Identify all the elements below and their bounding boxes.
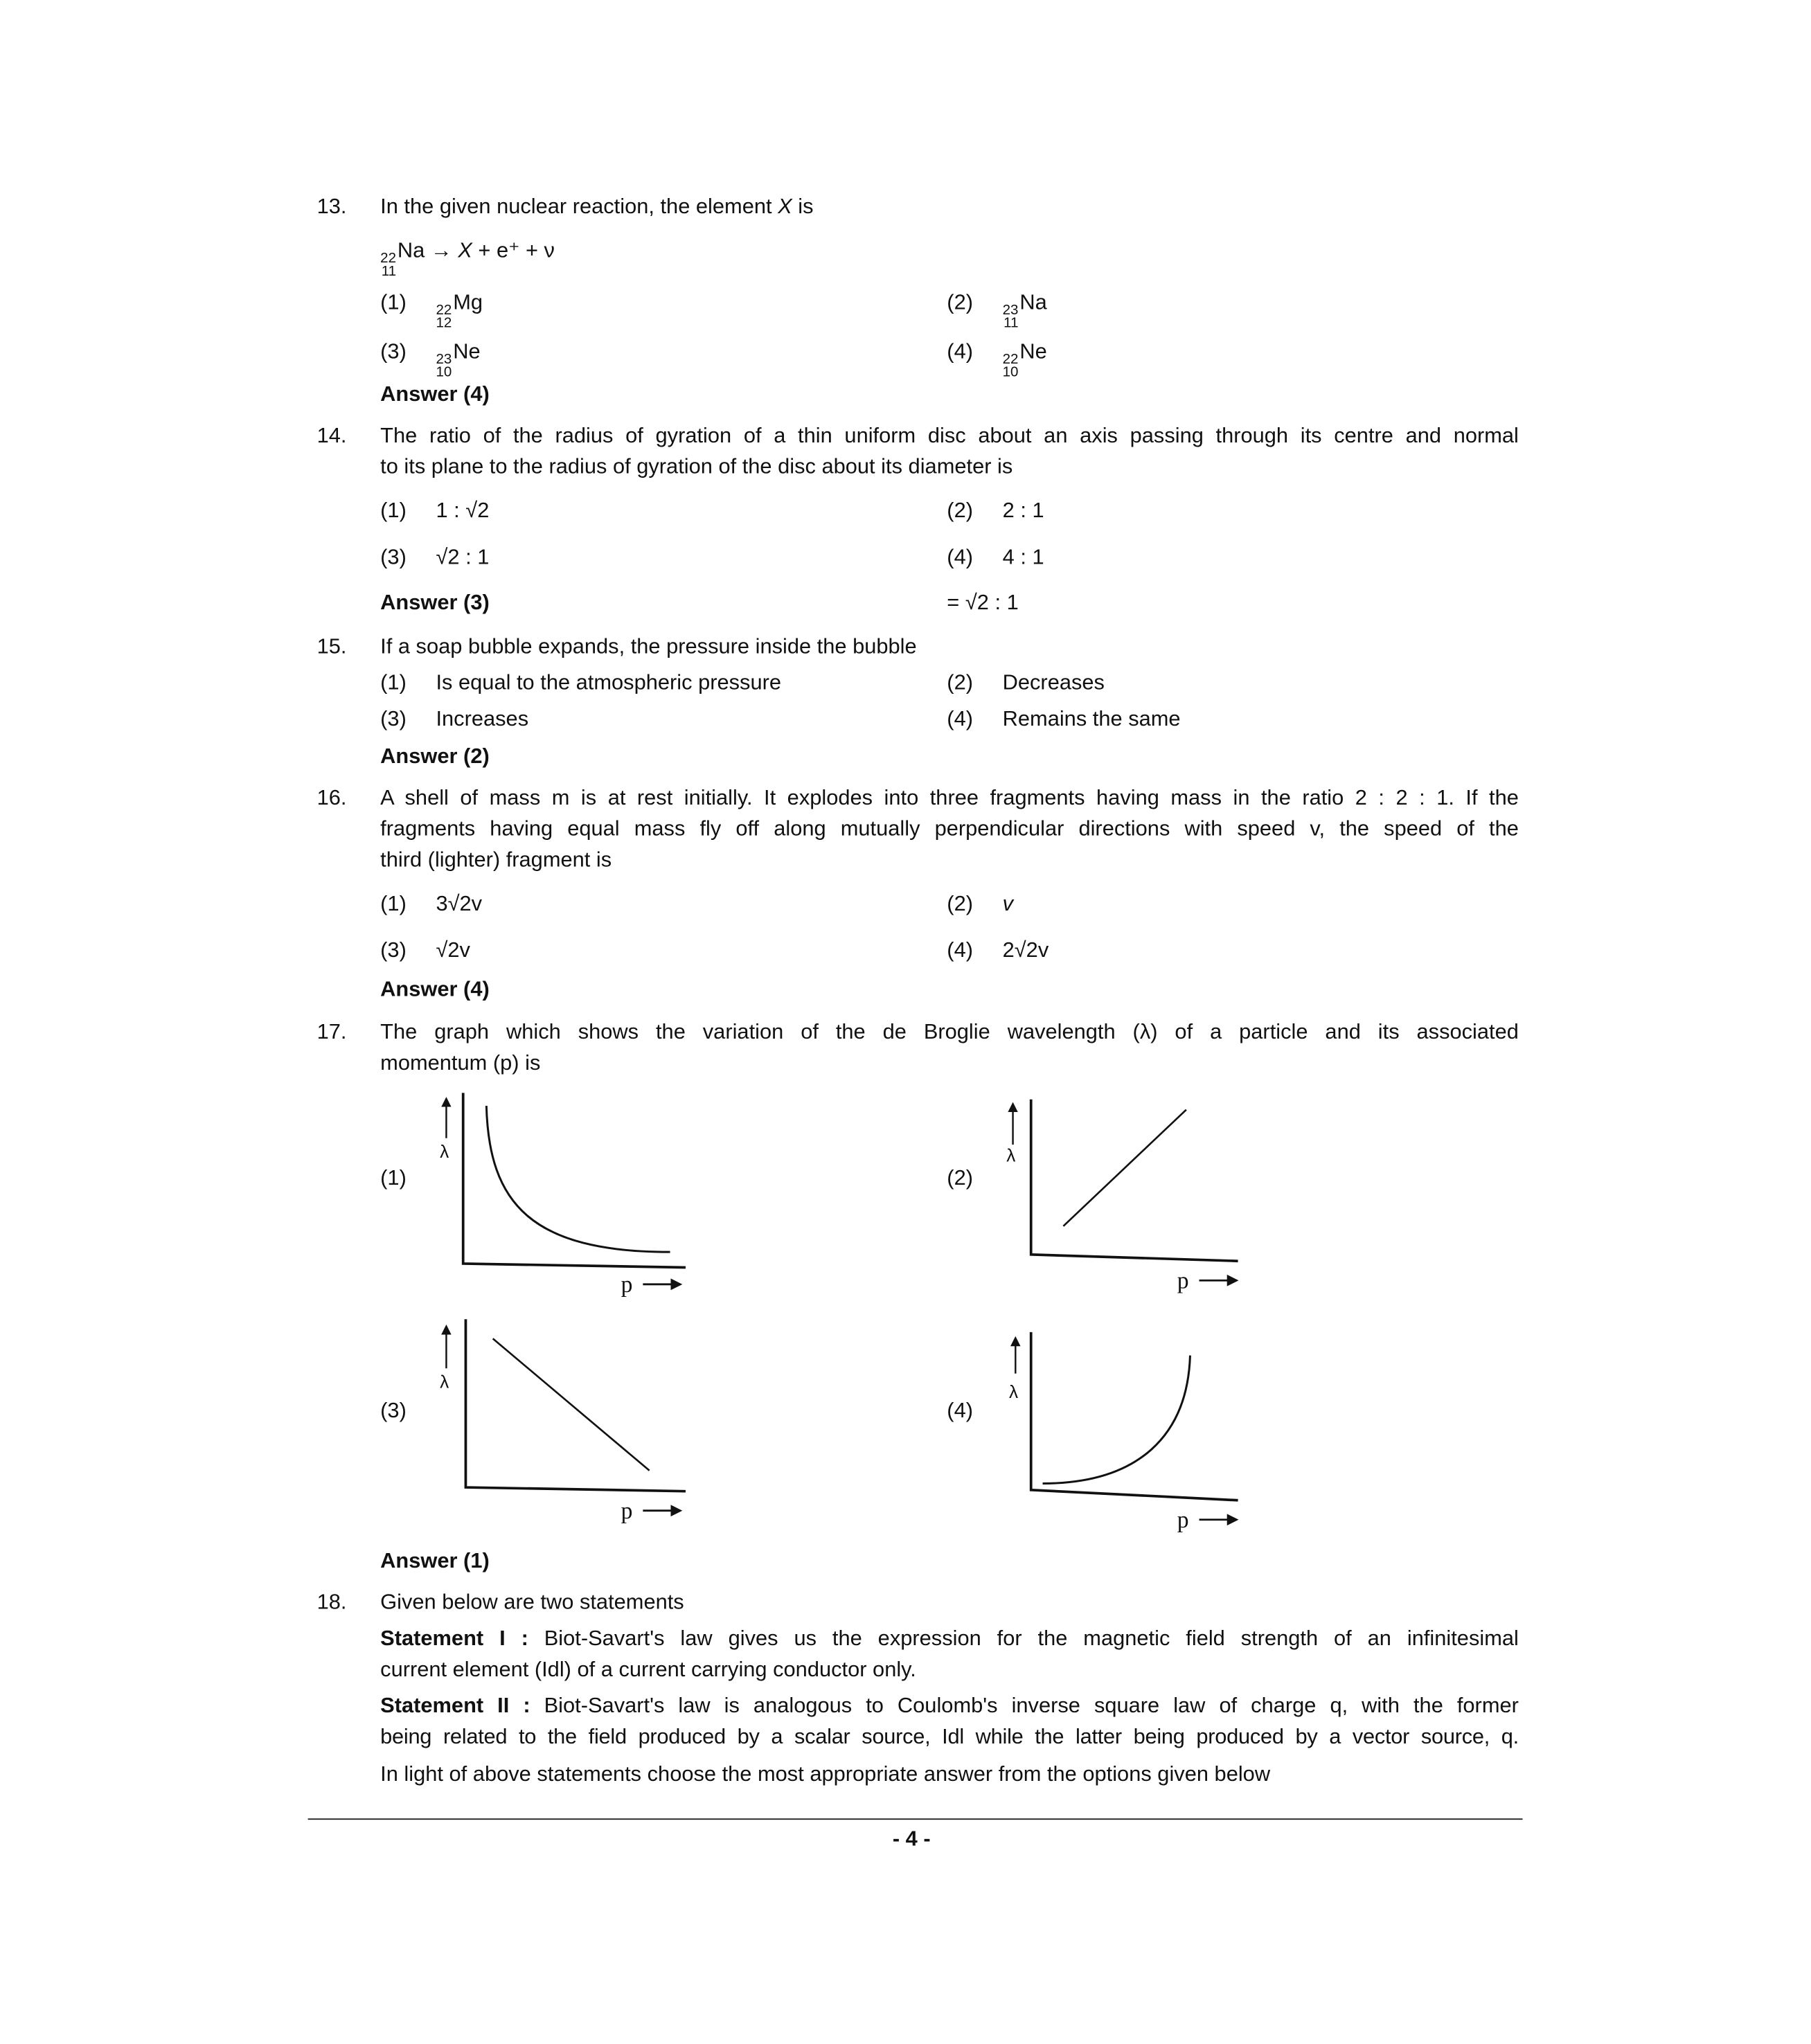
option-value: 23 10 Ne: [436, 340, 481, 381]
graph-label: (2): [947, 1166, 973, 1190]
line: [493, 1338, 650, 1471]
curve: [486, 1106, 670, 1252]
question-number: 17.: [316, 1020, 347, 1044]
variable: X: [778, 195, 792, 219]
x-axis-label: p: [1177, 1267, 1189, 1293]
question-text-part: is: [792, 195, 814, 219]
option-label: (4): [947, 546, 973, 569]
graph-3: [446, 1319, 686, 1510]
option-label: (3): [380, 939, 407, 962]
statement-1-line: Statement I : Biot-Savart's law gives us the expression for the magnetic field strength of an infinitesimal: [380, 1626, 1519, 1651]
option-label: (1): [380, 671, 407, 695]
axes: [1031, 1332, 1238, 1500]
option-label: (2): [947, 892, 973, 916]
option-value: 4 : 1: [1002, 546, 1044, 569]
question-text: If a soap bubble expands, the pressure inside the bubble: [380, 635, 917, 658]
option-value: Increases: [436, 707, 529, 731]
question-text-part: In the given nuclear reaction, the element: [380, 195, 778, 219]
option-value: 3√2v: [436, 892, 483, 916]
option-label: (4): [947, 707, 973, 731]
y-axis-label: λ: [440, 1370, 449, 1392]
graph-2: [1013, 1100, 1238, 1281]
option-value: √2 : 1: [436, 546, 490, 569]
option-label: (2): [947, 499, 973, 523]
statement-2-line: Statement II : Biot-Savart's law is analogous to Coulomb's inverse square law of charge q, with the former: [380, 1694, 1519, 1718]
option-value: 2 : 1: [1002, 499, 1044, 523]
question-text: Given below are two statements: [380, 1590, 684, 1615]
answer: Answer (4): [380, 382, 490, 406]
option-value: Decreases: [1002, 671, 1105, 695]
footer-divider: [308, 1818, 1523, 1820]
instruction: In light of above statements choose the most appropriate answer from the options given below: [380, 1762, 1271, 1786]
option-label: (2): [947, 671, 973, 695]
statement-2-line: being related to the field produced by a scalar source, Idl while the latter being produced by a vector source, q.: [380, 1725, 1519, 1749]
option-value: 1 : √2: [436, 499, 490, 523]
x-axis-label: p: [621, 1498, 633, 1524]
graph-4: [1015, 1332, 1238, 1520]
line: [1063, 1110, 1186, 1226]
x-axis-label: p: [621, 1271, 633, 1298]
statement-1-line: current element (Idl) of a current carrying conductor only.: [380, 1658, 916, 1682]
question-text-line: fragments having equal mass fly off along mutually perpendicular directions with speed v, the speed of the: [380, 817, 1519, 841]
option-value: 22 12 Mg: [436, 291, 483, 332]
option-value: √2v: [436, 939, 470, 962]
isotope-numbers: 22 11: [380, 251, 397, 280]
question-text-line: The ratio of the radius of gyration of a thin uniform disc about an axis passing through its centre and normal: [380, 424, 1519, 448]
axes: [465, 1319, 686, 1491]
graph-label: (1): [380, 1166, 407, 1190]
option-label: (3): [380, 546, 407, 569]
option-value: v: [1002, 892, 1014, 916]
answer: Answer (3): [380, 591, 490, 615]
y-axis-label: λ: [440, 1140, 449, 1162]
page-number: - 4 -: [892, 1827, 931, 1851]
option-label: (3): [380, 707, 407, 731]
answer: Answer (1): [380, 1549, 490, 1573]
graph-1: [446, 1093, 686, 1284]
question-number: 18.: [316, 1590, 347, 1615]
y-axis-label: λ: [1006, 1145, 1016, 1165]
option: (2): [947, 291, 973, 314]
question-number: 16.: [316, 786, 347, 810]
option-value: Remains the same: [1002, 707, 1181, 731]
option-value: 2√2v: [1002, 939, 1049, 962]
axes: [1031, 1100, 1238, 1261]
question-text-line: A shell of mass m is at rest initially. It explodes into three fragments having mass in the ratio 2 : 2 : 1. If the: [380, 786, 1519, 810]
x-axis-label: p: [1177, 1507, 1189, 1533]
option-value: 23 11 Na: [1002, 291, 1047, 332]
question-text-line: third (lighter) fragment is: [380, 848, 612, 872]
axes: [463, 1093, 686, 1267]
question-text-line: to its plane to the radius of gyration of the disc about its diameter is: [380, 455, 1013, 479]
answer: Answer (4): [380, 978, 490, 1001]
option-label: (1): [380, 499, 407, 523]
question-number: 15.: [316, 635, 347, 658]
graph-label: (3): [380, 1399, 407, 1423]
reaction-equation: 22 11 Na → X + e⁺ + ν: [380, 239, 555, 280]
question-number: 14.: [316, 424, 347, 448]
option: (3): [380, 340, 407, 364]
question-text-line: The graph which shows the variation of the de Broglie wavelength (λ) of a particle and its associated: [380, 1020, 1519, 1044]
option: (4): [947, 340, 973, 364]
curve: [1043, 1356, 1190, 1484]
option-label: (4): [947, 939, 973, 962]
option-label: (1): [380, 892, 407, 916]
question-number: 13.: [316, 195, 347, 219]
question-text-line: momentum (p) is: [380, 1051, 541, 1075]
option: (1): [380, 291, 407, 314]
graph-label: (4): [947, 1399, 973, 1423]
answer: Answer (2): [380, 744, 490, 769]
solution: = √2 : 1: [947, 591, 1019, 615]
option-value: 22 10 Ne: [1002, 340, 1047, 381]
y-axis-label: λ: [1008, 1381, 1019, 1402]
option-value: Is equal to the atmospheric pressure: [436, 671, 782, 695]
